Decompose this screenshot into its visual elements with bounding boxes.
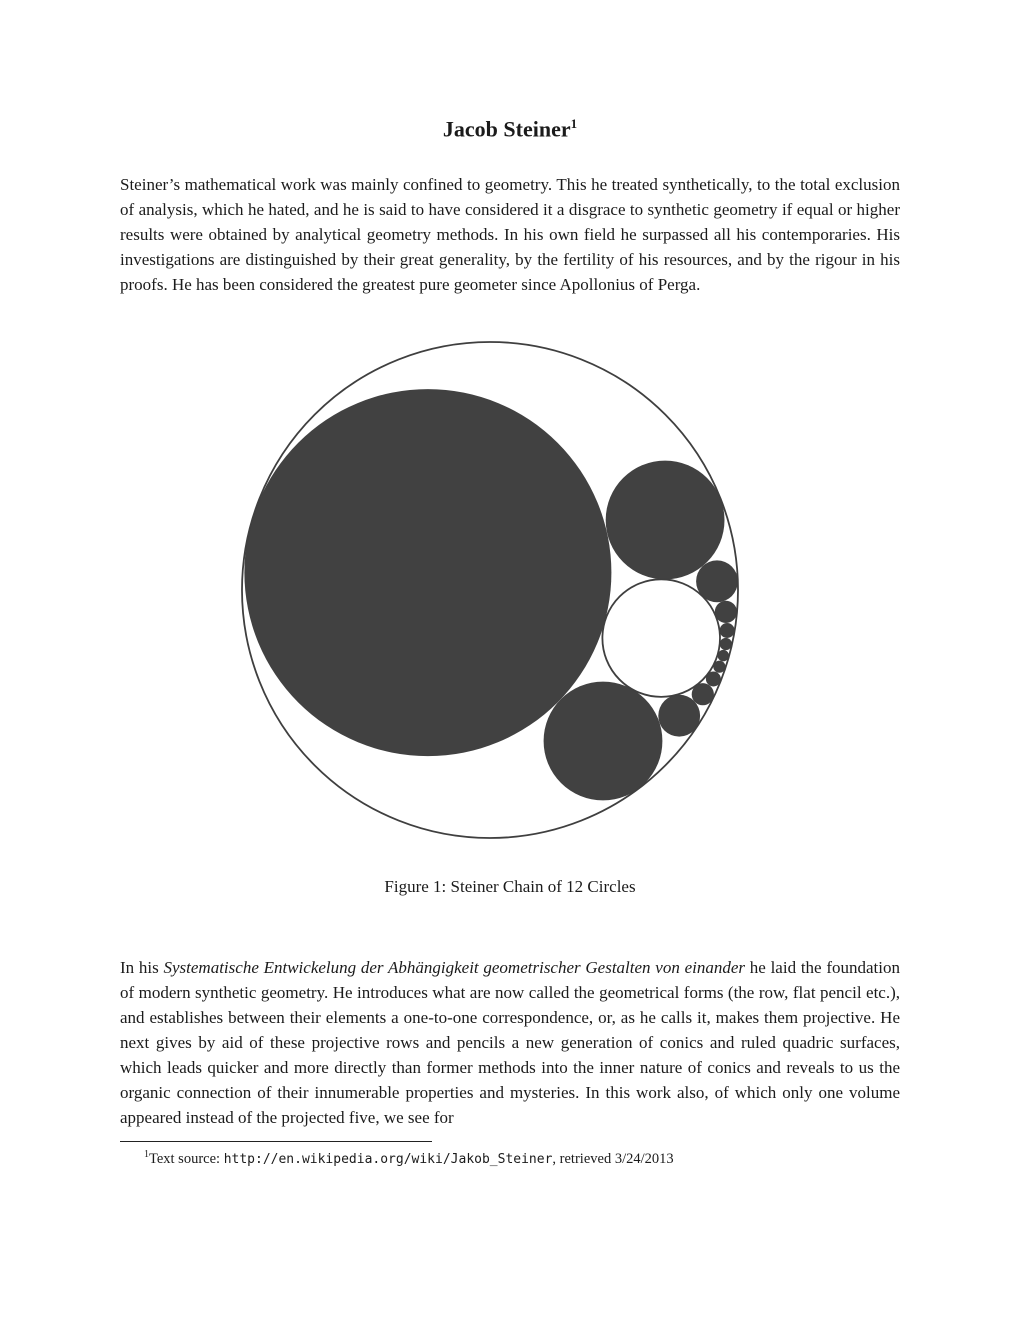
footnote-url: http://en.wikipedia.org/wiki/Jakob_Steiner	[223, 1151, 553, 1167]
figure	[120, 338, 900, 842]
page-title-text: Jacob Steiner	[442, 116, 571, 142]
chain-circle	[720, 638, 732, 650]
paragraph-2-rest: he laid the foundation of modern synthetic geometry. He introduces what are now called the geometrical forms (the row, flat pencil etc.), and establishes between their elements a one-to-one correspondence, or, as he calls it, makes them projective. He next gives by aid of these projective rows and pencils a new generation of conics and ruled quadric surfaces, which leads quicker and more directly than former methods into the inner nature of conics and reveals to us the organic connection of their innumerable properties and mysteries. In this work also, of which only one volume appeared instead of the projected five, we see for	[120, 957, 900, 1127]
footnote	[120, 1148, 900, 1169]
chain-circle	[244, 389, 611, 756]
chain-circle	[720, 623, 735, 638]
inner-circle	[602, 579, 720, 697]
page-title	[120, 0, 900, 143]
paragraph-2	[120, 956, 900, 1131]
chain-circle	[715, 600, 737, 622]
text-column	[120, 0, 900, 1169]
footnote-mark: 1	[144, 1148, 149, 1160]
title-footnote-mark: 1	[570, 116, 578, 131]
paragraph-1: Steiner’s mathematical work was mainly confined to geometry. This he treated synthetically, to the total exclusion of analysis, which he hated, and he is said to have considered it a disgrace to synthetic geometry if equal or higher results were obtained by analytical geometry methods. In his own field he surpassed all his contemporaries. His investigations are distinguished by their great generality, by the fertility of his resources, and by the rigour in his proofs. He has been considered the greatest pure geometer since Apollonius of Perga.	[120, 174, 900, 294]
footnote-suffix: , retrieved 3/24/2013	[552, 1150, 674, 1167]
steiner-figure-svg	[238, 338, 742, 842]
footnote-area	[120, 1141, 900, 1169]
paragraph-2-italic-title: Systematische Entwickelung der Abhängigkeit geometrischer Gestalten von einander	[163, 957, 746, 977]
figure-caption: Figure 1: Steiner Chain of 12 Circles	[384, 876, 636, 896]
paragraph-2-lead: In his	[120, 957, 164, 977]
footnote-rule	[120, 1141, 432, 1142]
footnote-prefix: Text source:	[149, 1150, 224, 1167]
chain-circle	[606, 460, 725, 579]
chain-circle	[544, 681, 663, 800]
